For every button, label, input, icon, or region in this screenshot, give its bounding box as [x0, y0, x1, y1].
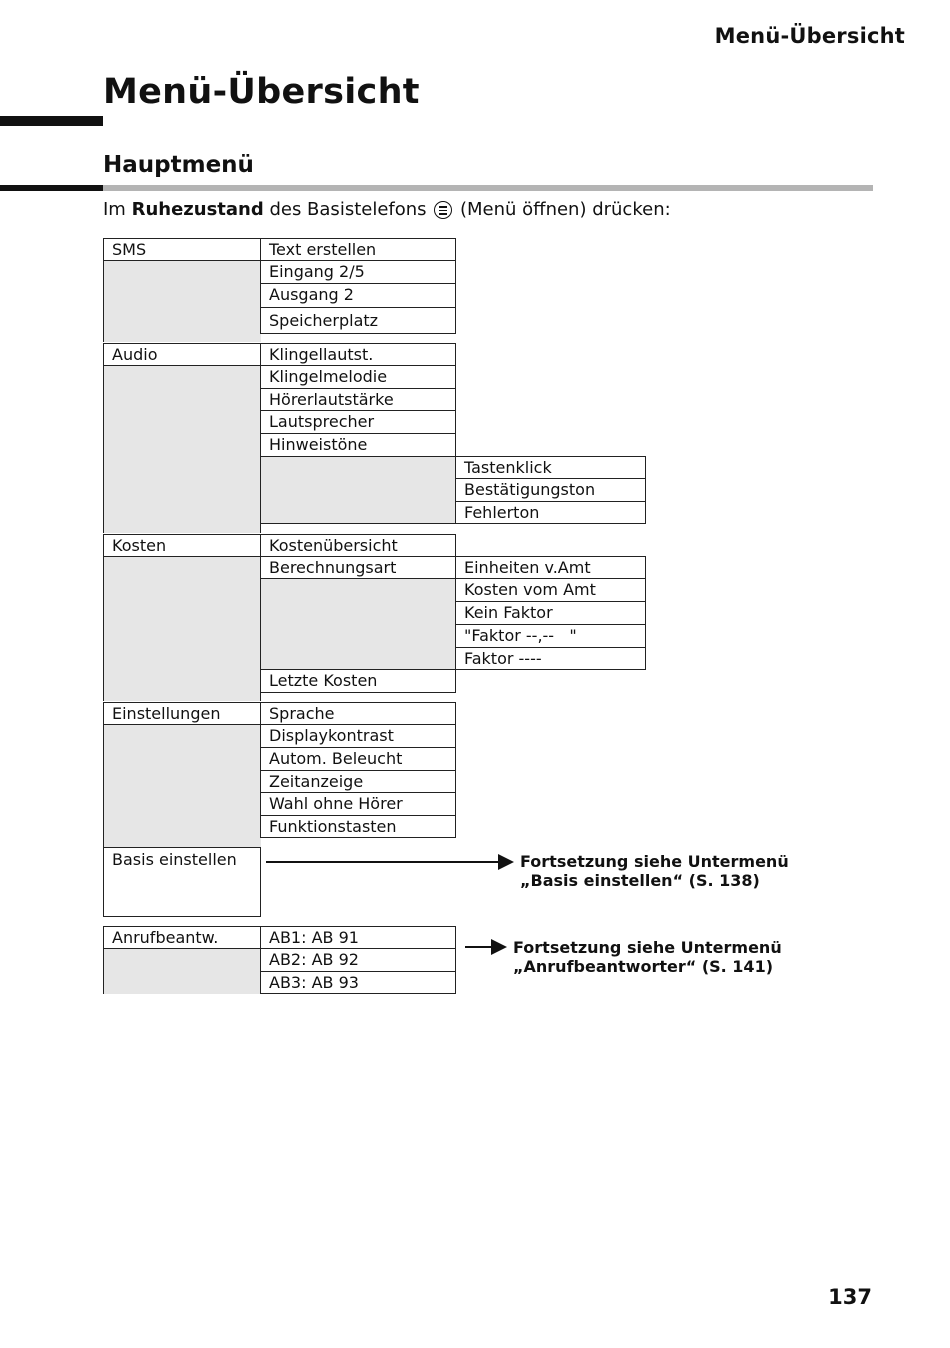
- menu-einstellungen-funktionstasten: Funktionstasten: [260, 815, 456, 838]
- menu-kosten-kosten-vom-amt: Kosten vom Amt: [455, 578, 646, 602]
- menu-einstellungen-beleuchtung: Autom. Beleucht: [260, 747, 456, 771]
- intro-prefix: Im: [103, 199, 132, 220]
- basis-note-line2: „Basis einstellen“ (S. 138): [520, 871, 760, 890]
- menu-audio-hinweistoene: Hinweistöne: [260, 433, 456, 457]
- basis-arrow: [266, 861, 500, 863]
- page-title: Menü-Übersicht: [103, 72, 420, 112]
- section-title: Hauptmenü: [103, 152, 254, 178]
- anrufbeantw-arrow-head-icon: [491, 939, 507, 955]
- menu-kosten-letzte-kosten: Letzte Kosten: [260, 669, 456, 693]
- section-rule-left: [0, 185, 103, 191]
- menu-key-icon: [434, 201, 452, 219]
- menu-anrufbeantw-ab1: AB1: AB 91: [260, 926, 456, 949]
- audio-group-fill: [103, 365, 261, 533]
- menu-kosten-einheiten: Einheiten v.Amt: [455, 556, 646, 579]
- menu-einstellungen: Einstellungen: [103, 702, 261, 725]
- basis-note: [520, 852, 789, 890]
- menu-einstellungen-sprache: Sprache: [260, 702, 456, 725]
- menu-kosten-faktor: Faktor ----: [455, 647, 646, 670]
- menu-sms: SMS: [103, 238, 261, 261]
- menu-basis-einstellen: Basis einstellen: [103, 847, 261, 917]
- anrufbeantw-note-line1: Fortsetzung siehe Untermenü: [513, 938, 782, 957]
- menu-einstellungen-wahl-ohne-hoerer: Wahl ohne Hörer: [260, 792, 456, 816]
- berechnungsart-fill: [261, 578, 456, 669]
- section-rule: [103, 185, 873, 191]
- intro-suffix: (Menü öffnen) drücken:: [454, 199, 671, 220]
- menu-anrufbeantw: Anrufbeantw.: [103, 926, 261, 949]
- running-head: Menü-Übersicht: [714, 24, 905, 48]
- hinweistoene-fill: [261, 456, 456, 524]
- intro-text: [103, 199, 671, 220]
- menu-kosten-kein-faktor: Kein Faktor: [455, 601, 646, 625]
- menu-sms-eingang: Eingang 2/5: [260, 260, 456, 284]
- anrufbeantw-arrow: [465, 946, 493, 948]
- menu-einstellungen-displaykontrast: Displaykontrast: [260, 724, 456, 748]
- intro-middle: des Basistelefons: [263, 199, 433, 220]
- menu-anrufbeantw-ab2: AB2: AB 92: [260, 948, 456, 972]
- einstellungen-group-fill: [103, 724, 261, 848]
- menu-audio-klingelmelodie: Klingelmelodie: [260, 365, 456, 389]
- menu-audio-klingellautst: Klingellautst.: [260, 343, 456, 366]
- anrufbeantw-note-line2: „Anrufbeantworter“ (S. 141): [513, 957, 774, 976]
- menu-sms-speicherplatz: Speicherplatz: [260, 307, 456, 334]
- basis-note-line1: Fortsetzung siehe Untermenü: [520, 852, 789, 871]
- page-number: 137: [828, 1285, 872, 1309]
- kosten-group-fill: [103, 556, 261, 701]
- menu-audio: Audio: [103, 343, 261, 366]
- basis-arrow-head-icon: [498, 854, 514, 870]
- menu-audio-fehlerton: Fehlerton: [455, 501, 646, 524]
- menu-sms-text-erstellen: Text erstellen: [260, 238, 456, 261]
- menu-kosten-faktor-dezimal: "Faktor --,-- ": [455, 624, 646, 648]
- menu-einstellungen-zeitanzeige: Zeitanzeige: [260, 770, 456, 793]
- menu-audio-bestaetigungston: Bestätigungston: [455, 478, 646, 502]
- intro-bold: Ruhezustand: [131, 199, 264, 220]
- menu-audio-hoererlautstaerke: Hörerlautstärke: [260, 388, 456, 411]
- menu-audio-tastenklick: Tastenklick: [455, 456, 646, 479]
- anrufbeantw-note: [513, 938, 782, 976]
- menu-kosten-berechnungsart: Berechnungsart: [260, 556, 456, 579]
- menu-audio-lautsprecher: Lautsprecher: [260, 410, 456, 434]
- title-rule: [0, 116, 103, 126]
- menu-sms-ausgang: Ausgang 2: [260, 283, 456, 308]
- anrufbeantw-group-fill: [103, 948, 261, 994]
- menu-kosten-kostenuebersicht: Kostenübersicht: [260, 534, 456, 557]
- menu-kosten: Kosten: [103, 534, 261, 557]
- menu-anrufbeantw-ab3: AB3: AB 93: [260, 971, 456, 994]
- sms-group-fill: [103, 260, 261, 342]
